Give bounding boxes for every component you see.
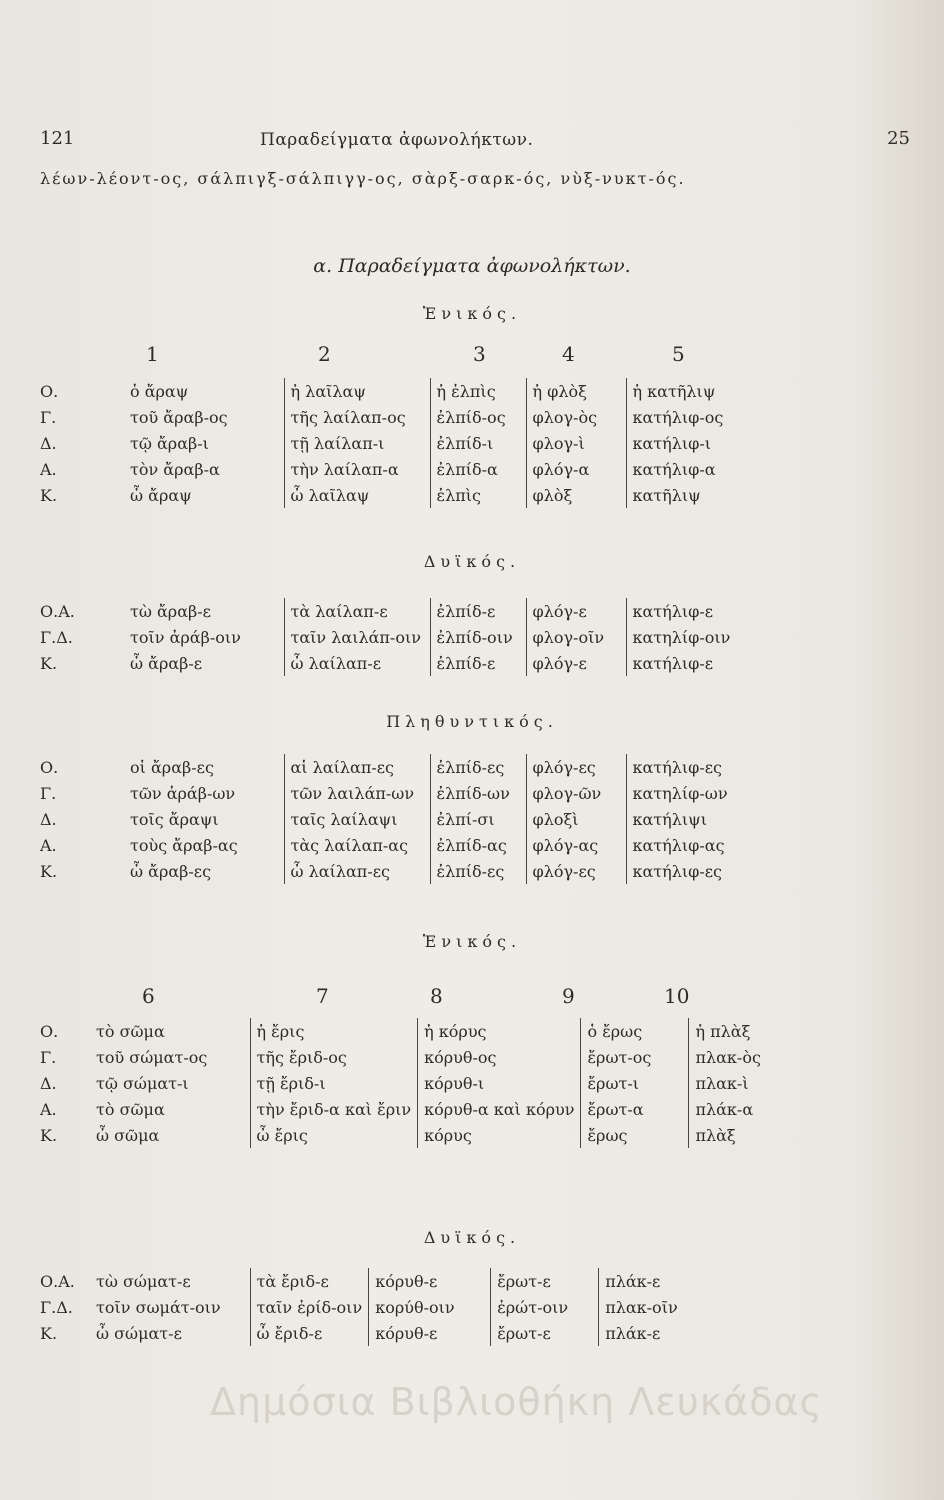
table-dual-1 [40, 598, 736, 676]
form-cell: ἐλπὶς [430, 482, 526, 508]
form-cell: ἡ κόρυς [418, 1018, 581, 1044]
form-cell: κόρυθ-α καὶ κόρυν [418, 1096, 581, 1122]
form-cell: κορύθ-οιν [369, 1294, 491, 1320]
col-num: 4 [562, 342, 575, 366]
table-row [40, 482, 736, 508]
form-cell: πλάκ-ε [599, 1320, 709, 1346]
col-num: 10 [664, 984, 690, 1008]
form-cell: αἱ λαίλαπ-ες [284, 754, 430, 780]
table-row [40, 624, 736, 650]
form-cell: τοῦ σώματ-ος [96, 1047, 208, 1067]
form-cell: ἐλπίδ-ας [430, 832, 526, 858]
form-cell: ὦ ἄραβ-ες [130, 861, 212, 881]
case-label: Γ. [40, 783, 57, 803]
case-label: Δ. [40, 1073, 57, 1093]
page-header [40, 128, 910, 158]
table-row [40, 832, 736, 858]
form-cell: κατῆλιψ [626, 482, 736, 508]
form-cell: κατηλίφ-ων [626, 780, 736, 806]
case-label: Α. [40, 835, 57, 855]
form-cell: ἡ ἐλπὶς [430, 378, 526, 404]
form-cell: τοῦ ἄραβ-ος [130, 407, 228, 427]
form-cell: κατήλιφ-ας [626, 832, 736, 858]
case-label: Κ. [40, 653, 58, 673]
form-cell: ὦ ἄραψ [130, 485, 192, 505]
form-cell: πλακ-ὶ [689, 1070, 799, 1096]
form-cell: τῷ σώματ-ι [96, 1073, 189, 1093]
table-dual-2 [40, 1268, 709, 1346]
form-cell: κατήλιφ-ος [626, 404, 736, 430]
form-cell: τὰ λαίλαπ-ε [284, 598, 430, 624]
table-plural-1 [40, 754, 736, 884]
form-cell: ὦ ἔριδ-ε [250, 1320, 369, 1346]
form-cell: ἐλπίδ-ες [430, 754, 526, 780]
form-cell: τὰ ἔριδ-ε [250, 1268, 369, 1294]
table-row [40, 1320, 709, 1346]
column-numbers-2 [0, 984, 944, 1010]
case-label: Ο.Α. [40, 1271, 75, 1291]
form-cell: τῷ ἄραβ-ι [130, 433, 209, 453]
form-cell: κόρυθ-ε [369, 1268, 491, 1294]
form-cell: ἐλπίδ-ος [430, 404, 526, 430]
form-cell: κατήλιφ-ε [626, 598, 736, 624]
form-cell: τὼ ἄραβ-ε [130, 601, 211, 621]
col-num: 5 [672, 342, 685, 366]
case-label: Γ. [40, 407, 57, 427]
form-cell: τῆς ἔριδ-ος [250, 1044, 418, 1070]
col-num: 3 [473, 342, 486, 366]
form-cell: ἐλπίδ-ε [430, 598, 526, 624]
table-row [40, 1018, 799, 1044]
form-cell: ὦ σώματ-ε [96, 1323, 182, 1343]
form-cell: κατήλιφ-ες [626, 858, 736, 884]
case-label: Γ.Δ. [40, 1297, 73, 1317]
table-row [40, 378, 736, 404]
table-row [40, 1122, 799, 1148]
form-cell: τῇ λαίλαπ-ι [284, 430, 430, 456]
form-cell: τὰς λαίλαπ-ας [284, 832, 430, 858]
case-label: Δ. [40, 809, 57, 829]
form-cell: πλακ-ὸς [689, 1044, 799, 1070]
form-cell: τῶν ἀράβ-ων [130, 783, 236, 803]
table-row [40, 806, 736, 832]
column-numbers-1 [0, 342, 944, 368]
form-cell: ὁ ἄραψ [130, 381, 189, 401]
form-cell: κατήλιφ-ι [626, 430, 736, 456]
table-row [40, 1044, 799, 1070]
table-row [40, 598, 736, 624]
case-label: Ο. [40, 1021, 59, 1041]
form-cell: ὦ ἄραβ-ε [130, 653, 203, 673]
form-cell: ἡ ἔρις [250, 1018, 418, 1044]
form-cell: τὸ σῶμα [96, 1099, 165, 1119]
form-cell: κατήλιφ-α [626, 456, 736, 482]
form-cell: κόρυθ-ε [369, 1320, 491, 1346]
form-cell: ἐρώτ-οιν [491, 1294, 599, 1320]
col-num: 6 [142, 984, 155, 1008]
form-cell: τοῖς ἄραψι [130, 809, 219, 829]
form-cell: πλάκ-α [689, 1096, 799, 1122]
case-label: Κ. [40, 1323, 58, 1343]
table-row [40, 1294, 709, 1320]
form-cell: ἐλπίδ-ες [430, 858, 526, 884]
form-cell: ἔρωτ-ος [581, 1044, 689, 1070]
page-number-left: 121 [40, 128, 75, 149]
form-cell: φλοξὶ [526, 806, 626, 832]
form-cell: τοῖν σωμάτ-οιν [96, 1297, 221, 1317]
form-cell: τοῖν ἀράβ-οιν [130, 627, 241, 647]
form-cell: ταῖν ἐρίδ-οιν [250, 1294, 369, 1320]
heading-dual-1: Δυϊκός. [423, 552, 521, 571]
form-cell: ὦ σῶμα [96, 1125, 160, 1145]
form-cell: ἐλπίδ-α [430, 456, 526, 482]
form-cell: τῇ ἔριδ-ι [250, 1070, 418, 1096]
table-row [40, 456, 736, 482]
case-label: Α. [40, 1099, 57, 1119]
form-cell: ἡ φλὸξ [526, 378, 626, 404]
case-label: Ο. [40, 381, 59, 401]
form-cell: φλόγ-α [526, 456, 626, 482]
form-cell: φλόγ-ες [526, 858, 626, 884]
table-row [40, 780, 736, 806]
form-cell: κατηλίφ-οιν [626, 624, 736, 650]
table-row [40, 650, 736, 676]
case-label: Κ. [40, 485, 58, 505]
heading-plural-1: Πληθυντικός. [386, 712, 558, 731]
case-label: Κ. [40, 1125, 58, 1145]
form-cell: ταῖς λαίλαψι [284, 806, 430, 832]
form-cell: φλόγ-ε [526, 598, 626, 624]
form-cell: φλόγ-ε [526, 650, 626, 676]
form-cell: φλογ-οῖν [526, 624, 626, 650]
form-cell: τὼ σώματ-ε [96, 1271, 191, 1291]
case-label: Α. [40, 459, 57, 479]
form-cell: ὦ ἔρις [250, 1122, 418, 1148]
form-cell: ὦ λαίλαπ-ες [284, 858, 430, 884]
form-cell: ἡ πλὰξ [689, 1018, 799, 1044]
form-cell: ἔρωτ-α [581, 1096, 689, 1122]
form-cell: ἔρωτ-ε [491, 1268, 599, 1294]
table-singular-1 [40, 378, 736, 508]
case-label: Ο.Α. [40, 601, 75, 621]
form-cell: ἡ λαῖλαψ [284, 378, 430, 404]
form-cell: φλογ-ῶν [526, 780, 626, 806]
table-singular-2 [40, 1018, 799, 1148]
form-cell: ἐλπίδ-ι [430, 430, 526, 456]
table-row [40, 1268, 709, 1294]
form-cell: ὁ ἔρως [581, 1018, 689, 1044]
form-cell: ὦ λαίλαπ-ε [284, 650, 430, 676]
case-label: Ο. [40, 757, 59, 777]
form-cell: ταῖν λαιλάπ-οιν [284, 624, 430, 650]
section-subtitle: α. Παραδείγματα ἀφωνολήκτων. [313, 255, 631, 277]
heading-singular-1: Ἑνικός. [422, 304, 522, 323]
col-num: 8 [430, 984, 443, 1008]
case-label: Δ. [40, 433, 57, 453]
case-label: Γ. [40, 1047, 57, 1067]
form-cell: φλογ-ὸς [526, 404, 626, 430]
case-label: Κ. [40, 861, 58, 881]
col-num: 2 [318, 342, 331, 366]
table-row [40, 754, 736, 780]
form-cell: ἔρωτ-ε [491, 1320, 599, 1346]
form-cell: οἱ ἄραβ-ες [130, 757, 214, 777]
form-cell: φλογ-ὶ [526, 430, 626, 456]
page-number-right: 25 [887, 128, 910, 149]
form-cell: τῶν λαιλάπ-ων [284, 780, 430, 806]
form-cell: πλὰξ [689, 1122, 799, 1148]
form-cell: ἐλπί-σι [430, 806, 526, 832]
form-cell: ἐλπίδ-οιν [430, 624, 526, 650]
heading-dual-2: Δυϊκός. [423, 1228, 521, 1247]
form-cell: κόρυθ-ι [418, 1070, 581, 1096]
form-cell: τῆς λαίλαπ-ος [284, 404, 430, 430]
form-cell: ἔρωτ-ι [581, 1070, 689, 1096]
form-cell: τὸ σῶμα [96, 1021, 165, 1041]
col-num: 7 [316, 984, 329, 1008]
running-title: Παραδείγματα ἀφωνολήκτων. [260, 130, 534, 150]
table-row [40, 430, 736, 456]
table-row [40, 858, 736, 884]
form-cell: πλακ-οῖν [599, 1294, 709, 1320]
form-cell: φλὸξ [526, 482, 626, 508]
form-cell: ἐλπίδ-ων [430, 780, 526, 806]
form-cell: τοὺς ἄραβ-ας [130, 835, 238, 855]
form-cell: ἔρως [581, 1122, 689, 1148]
form-cell: φλόγ-ας [526, 832, 626, 858]
form-cell: πλάκ-ε [599, 1268, 709, 1294]
form-cell: κατήλιφ-ες [626, 754, 736, 780]
case-label: Γ.Δ. [40, 627, 73, 647]
library-stamp: Δημόσια Βιβλιοθήκη Λευκάδας [210, 1380, 823, 1424]
form-cell: φλόγ-ες [526, 754, 626, 780]
form-cell: τὴν ἔριδ-α καὶ ἔριν [250, 1096, 418, 1122]
form-cell: κατήλιψι [626, 806, 736, 832]
col-num: 9 [562, 984, 575, 1008]
form-cell: τὸν ἄραβ-α [130, 459, 220, 479]
heading-singular-2: Ἑνικός. [422, 932, 522, 951]
intro-text: λέων-λέοντ-ος, σάλπιγξ-σάλπιγγ-ος, σὰρξ-σαρκ-ός, νὺξ-νυκτ-ός. [40, 169, 686, 188]
table-row [40, 404, 736, 430]
form-cell: κόρυθ-ος [418, 1044, 581, 1070]
table-row [40, 1070, 799, 1096]
col-num: 1 [146, 342, 159, 366]
form-cell: κατήλιφ-ε [626, 650, 736, 676]
table-row [40, 1096, 799, 1122]
form-cell: τὴν λαίλαπ-α [284, 456, 430, 482]
form-cell: κόρυς [418, 1122, 581, 1148]
form-cell: ὦ λαῖλαψ [284, 482, 430, 508]
form-cell: ἡ κατῆλιψ [626, 378, 736, 404]
form-cell: ἐλπίδ-ε [430, 650, 526, 676]
